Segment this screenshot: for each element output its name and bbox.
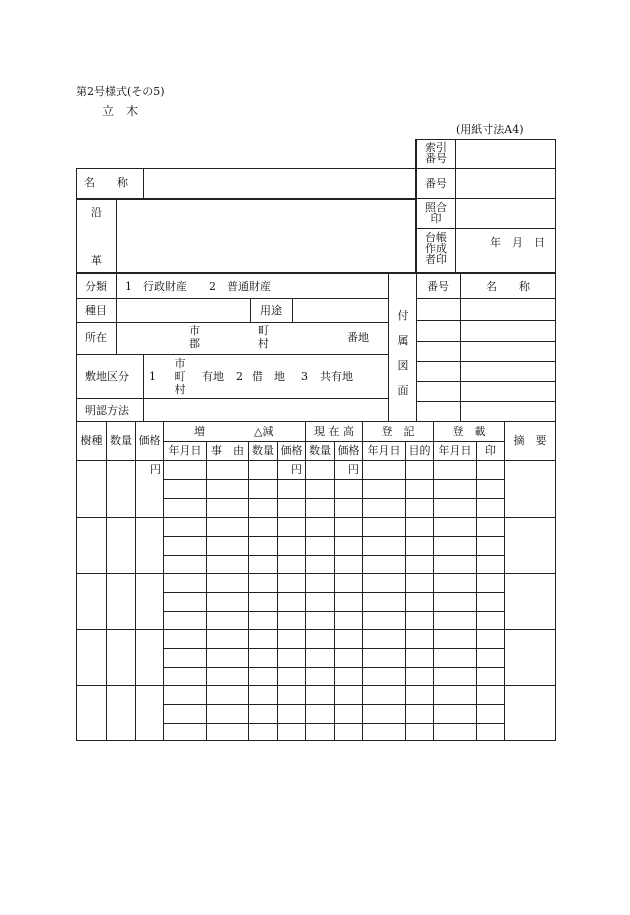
site-option-1-number: 1 <box>149 370 156 383</box>
col-increase: 増 <box>194 425 205 438</box>
sub-entry-seal: 印 <box>485 444 496 457</box>
site-option-1-municipality: 市 町 村 <box>174 357 186 396</box>
location-label: 所在 <box>85 331 107 344</box>
form-number: 第2号様式(その5) <box>76 85 165 98</box>
location-town: 町 <box>258 324 269 337</box>
col-tree-species: 樹種 <box>80 434 103 447</box>
site-option-1-owned: 有地 <box>202 370 224 383</box>
yen-unit-price: 円 <box>150 463 161 476</box>
sub-reason: 事 由 <box>211 444 244 457</box>
drawing-number-header: 番号 <box>427 280 449 293</box>
sub-change-price: 価格 <box>280 444 303 457</box>
sub-increase-date: 年月日 <box>168 444 202 457</box>
paper-size-note: (用紙寸法A4) <box>456 123 524 136</box>
sub-registration-date: 年月日 <box>367 444 401 457</box>
col-current-stock: 現 在 高 <box>314 425 354 438</box>
yen-unit-change-price: 円 <box>291 463 302 476</box>
location-city: 市 <box>189 324 200 337</box>
enkaku-label-bottom: 革 <box>91 254 102 267</box>
item-type-label: 種目 <box>85 304 107 317</box>
sub-registration-purpose: 目的 <box>408 444 431 457</box>
site-option-3-shared: 共有地 <box>320 370 353 383</box>
sub-current-price: 価格 <box>337 444 360 457</box>
col-entry: 登 載 <box>452 425 486 438</box>
form-subject: 立 木 <box>102 104 139 118</box>
sub-change-quantity: 数量 <box>252 444 274 457</box>
site-option-3-number: 3 <box>301 370 308 383</box>
ledger-creator-seal-label: 台帳 作成 者印 <box>425 231 447 266</box>
drawing-name-header: 名 称 <box>486 280 530 293</box>
col-decrease: △減 <box>254 425 274 438</box>
location-village: 村 <box>258 337 269 350</box>
site-category-label: 敷地区分 <box>85 370 129 383</box>
attached-drawings-label: 付 属 図 面 <box>397 309 409 397</box>
col-price: 価格 <box>138 434 161 447</box>
sub-entry-date: 年月日 <box>438 444 472 457</box>
collation-seal-label: 照合 印 <box>425 201 447 225</box>
index-number-label: 索引 番号 <box>425 141 447 165</box>
classification-value: 1 行政財産 2 普通財産 <box>125 280 271 293</box>
enkaku-label-top: 沿 <box>91 206 102 219</box>
identification-method-label: 明認方法 <box>85 404 129 417</box>
col-registration: 登 記 <box>381 425 415 438</box>
col-remarks: 摘 要 <box>513 434 547 447</box>
creation-date: 年 月 日 <box>490 236 545 249</box>
site-option-2-leased: 借 地 <box>252 370 285 383</box>
col-quantity: 数量 <box>110 434 132 447</box>
usage-label: 用途 <box>260 304 282 317</box>
location-lot: 番地 <box>347 331 369 344</box>
classification-label: 分類 <box>85 280 107 293</box>
site-option-2-number: 2 <box>236 370 243 383</box>
location-county: 郡 <box>189 337 200 350</box>
number-label: 番号 <box>425 177 447 190</box>
yen-unit-current-price: 円 <box>348 463 359 476</box>
name-label: 名 称 <box>84 176 128 189</box>
sub-current-quantity: 数量 <box>309 444 331 457</box>
